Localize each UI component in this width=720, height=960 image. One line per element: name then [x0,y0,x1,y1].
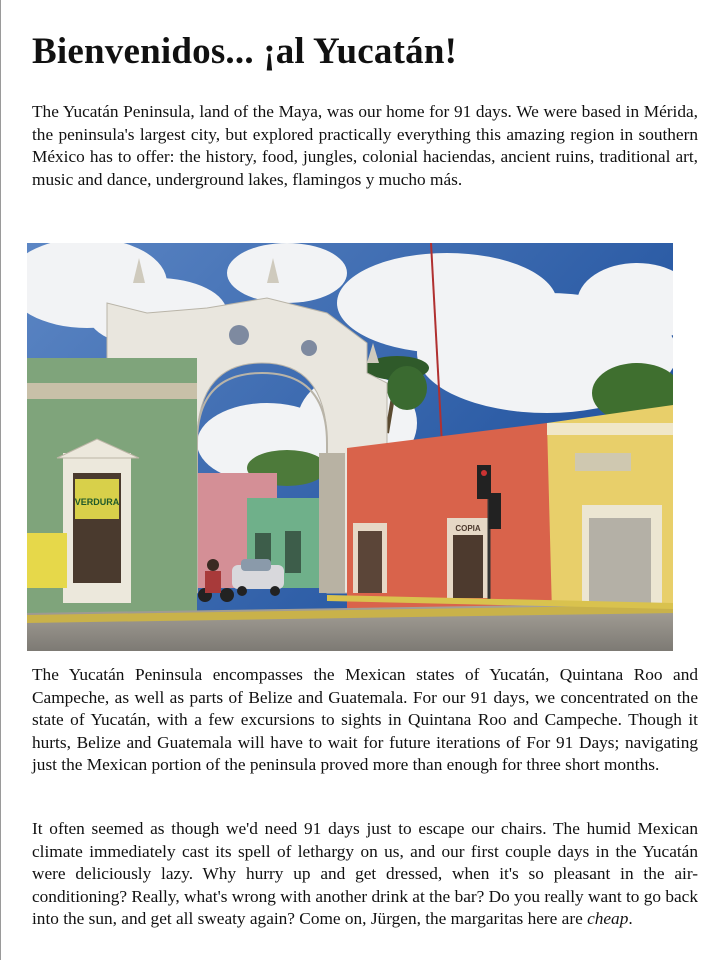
intro-paragraph: The Yucatán Peninsula, land of the Maya, was our home for 91 days. We were based in Mérida, the peninsula's largest city, but explored practically everything this amazing region in southern México has to offer: the history, food, jungles, colonial haciendas, ancient ruins, traditional art, music and dance, underground lakes, flamingos y mucho más. [32,102,698,189]
region-paragraph: The Yucatán Peninsula encompasses the Mexican states of Yucatán, Quintana Roo and Campeche, as well as parts of Belize and Guatemala. For our 91 days, we concentrated on the state of Yucatán, with a few excursions to sights in Quintana Roo and Campeche. Though it hurts, Belize and Guatemala will have to wait for future iterations of For 91 Days; navigating just the Mexican portion of the peninsula proved more than enough for three short months. [32,665,698,775]
yellow-building [547,405,673,613]
emphasis-cheap: cheap [587,909,629,929]
sign-left: VERDURA [74,497,120,507]
merida-arch-photo [27,243,673,651]
article-title: Bienvenidos... ¡al Yucatán! [32,31,458,72]
red-building [347,423,557,613]
sign-right: COPIA [455,524,481,533]
lethargy-paragraph [32,818,698,931]
page-left-border [0,0,1,960]
paragraph-end-period: . [628,909,633,929]
green-building [27,358,197,613]
lethargy-paragraph-text: It often seemed as though we'd need 91 days just to escape our chairs. The humid Mexican climate immediately cast its spell of lethargy on us, and our first couple days in the Yucatán were deliciously lazy. Why hurry up and get dressed, when it's so pleasant in the air-conditioning? Really, what's wrong with another drink at the bar? Do you really want to go back into the sun, and get all sweaty again? Come on, Jürgen, the margaritas here are [32,819,698,929]
